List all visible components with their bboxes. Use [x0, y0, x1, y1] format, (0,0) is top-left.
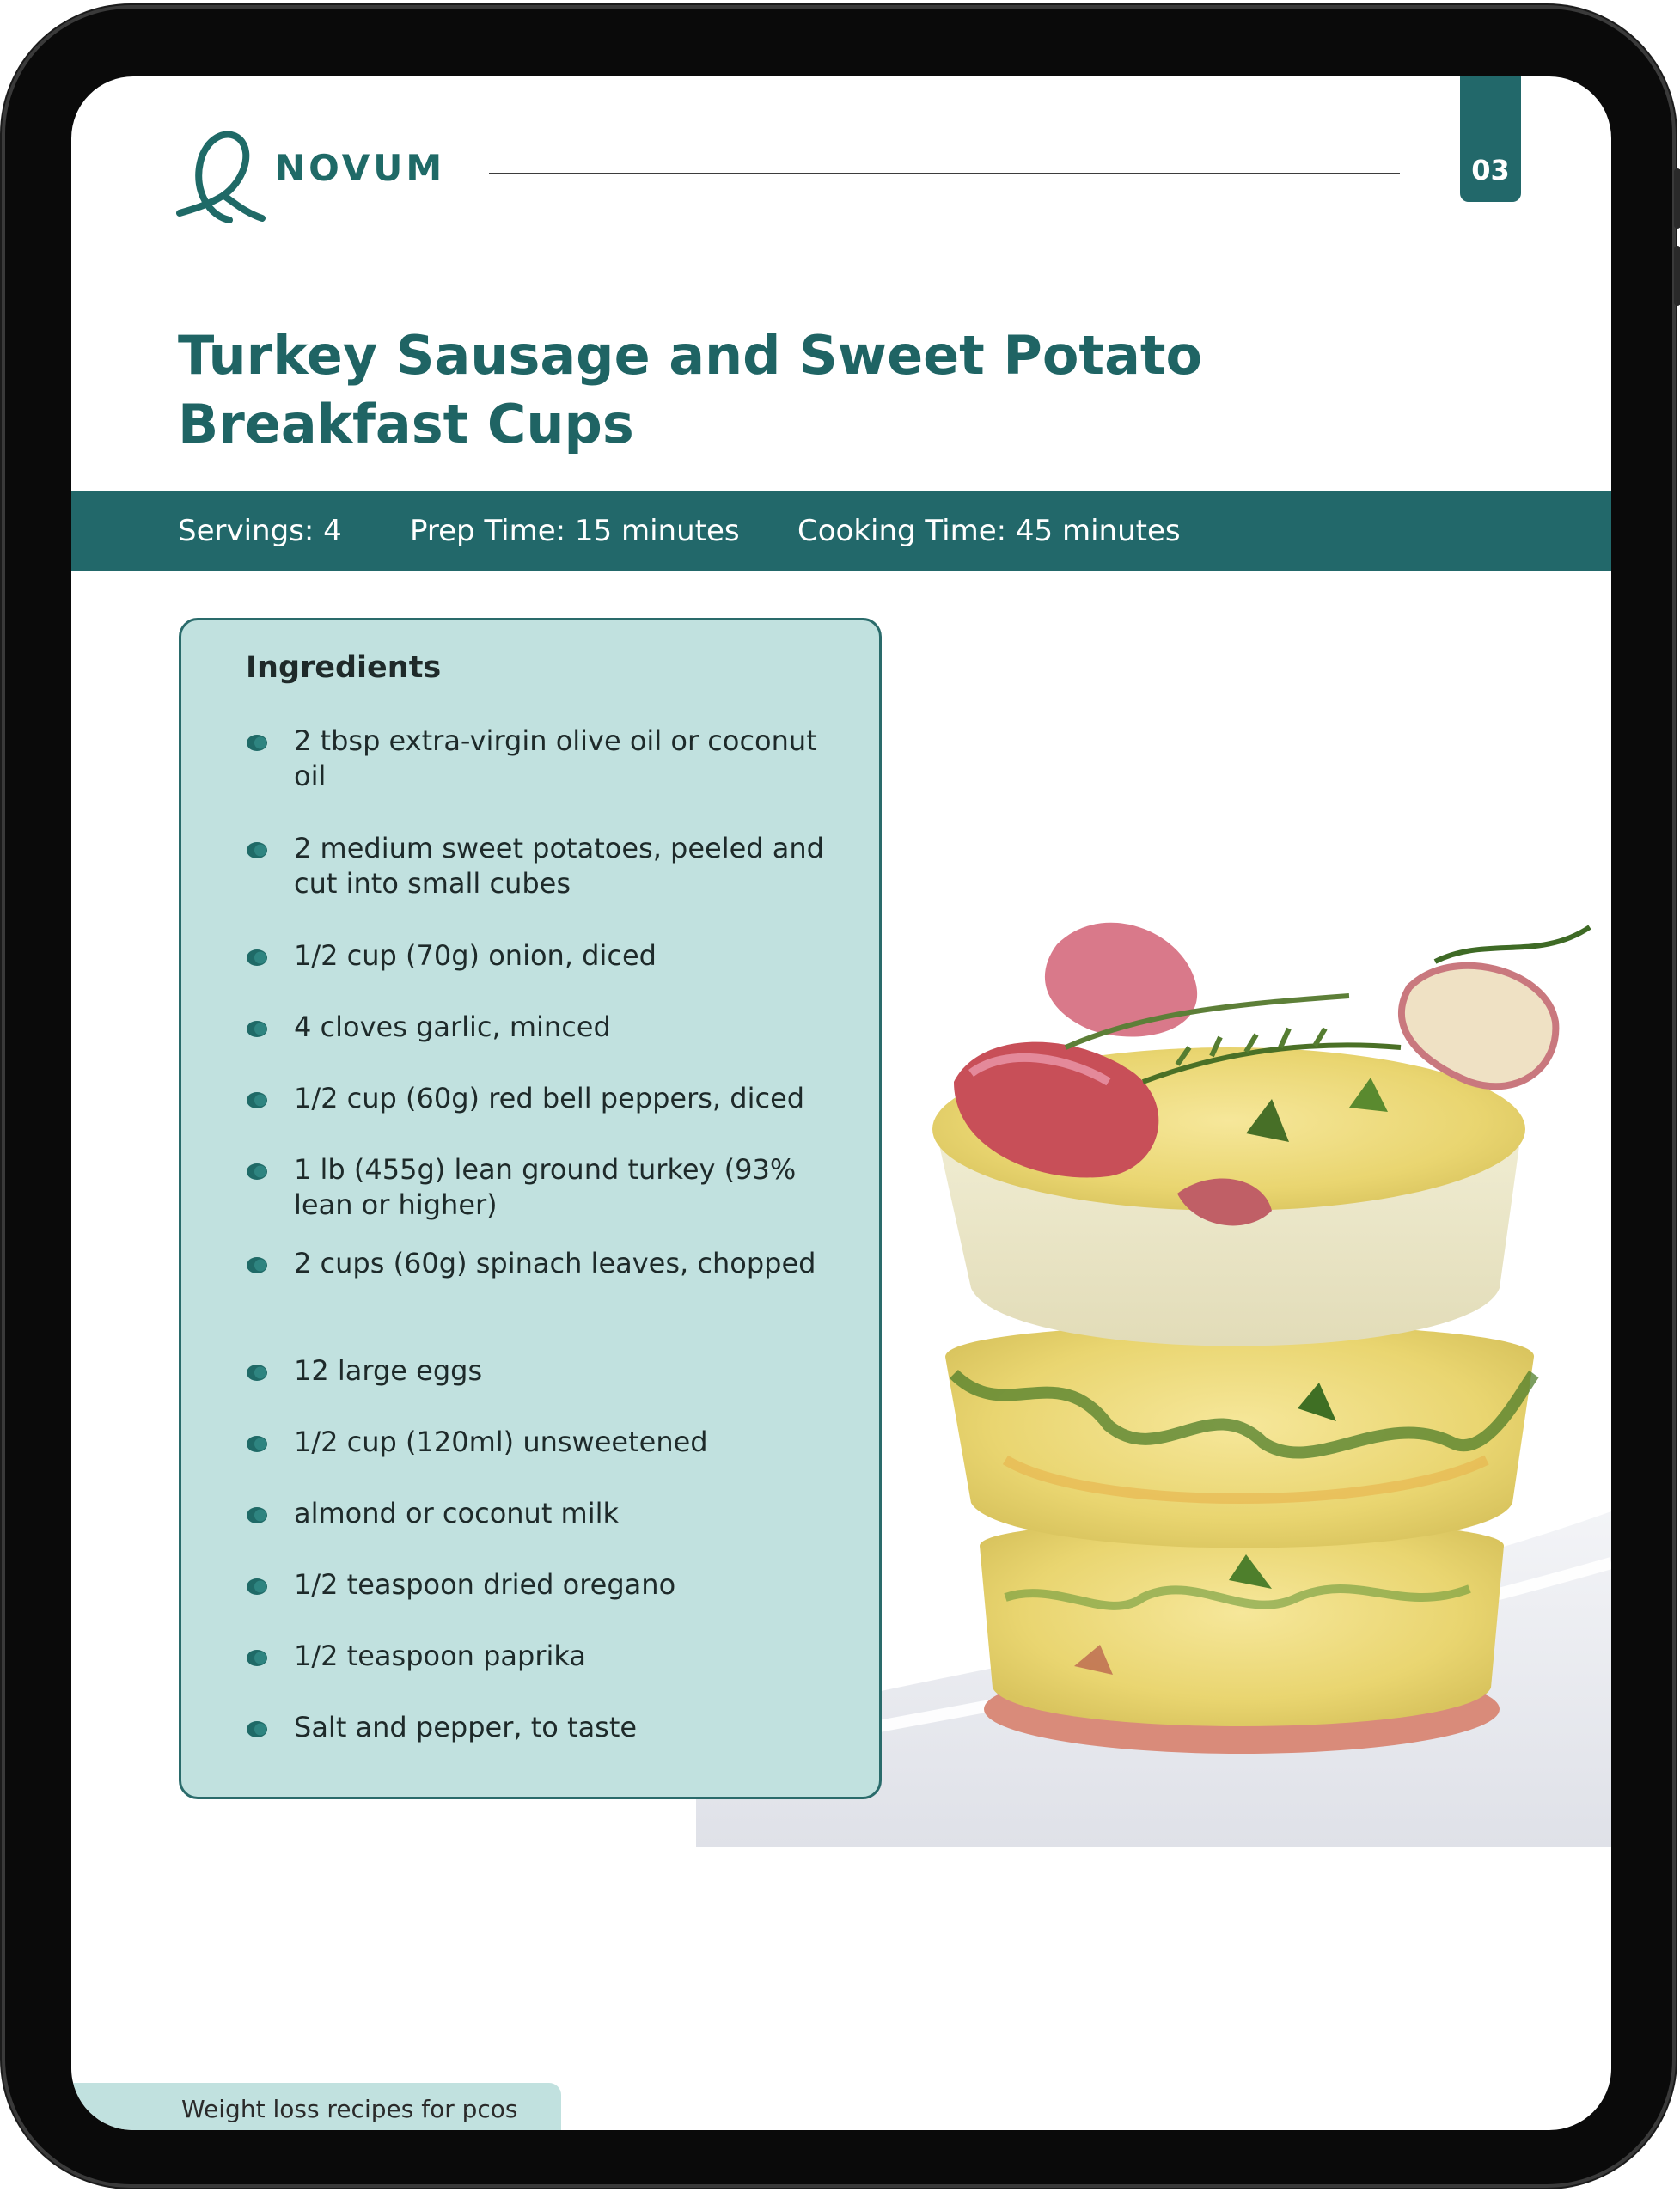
bullet-icon: [246, 1256, 268, 1274]
ingredients-heading: Ingredients: [246, 650, 442, 685]
side-button: [1674, 246, 1680, 306]
novum-logo-icon: [176, 124, 271, 223]
bullet-icon: [246, 1578, 268, 1596]
recipe-title-line: Turkey Sausage and Sweet Potato: [178, 324, 1203, 387]
page-number: 03: [1471, 154, 1510, 186]
recipe-title: [178, 321, 1295, 459]
bullet-icon: [246, 1435, 268, 1453]
ingredient-text: 1/2 cup (120ml) unsweetened: [294, 1426, 708, 1458]
bullet-icon: [246, 1364, 268, 1382]
ingredient-text: 1 lb (455g) lean ground turkey (93% lean or higher): [294, 1153, 797, 1221]
ingredient-text: Salt and pepper, to taste: [294, 1711, 638, 1743]
footer-label-tab: [71, 2083, 561, 2130]
ingredient-text: 1/2 teaspoon dried oregano: [294, 1568, 676, 1601]
bullet-icon: [246, 949, 268, 967]
ingredients-card: [179, 618, 882, 1799]
bullet-icon: [246, 1506, 268, 1524]
header-divider: [489, 173, 1400, 174]
ingredient-text: 4 cloves garlic, minced: [294, 1011, 611, 1043]
cooking-time: Cooking Time: 45 minutes: [797, 514, 1181, 548]
bullet-icon: [246, 734, 268, 752]
ingredient-text: 1/2 cup (70g) onion, diced: [294, 939, 657, 972]
screen: [71, 76, 1611, 2130]
ingredient-text: almond or coconut milk: [294, 1497, 620, 1530]
bullet-icon: [246, 1720, 268, 1738]
recipe-meta-bar: [71, 491, 1611, 571]
ingredient-text: 2 medium sweet potatoes, peeled and cut into small cubes: [294, 832, 824, 900]
ingredient-text: 1/2 cup (60g) red bell peppers, diced: [294, 1082, 805, 1114]
bullet-icon: [246, 1649, 268, 1667]
ingredient-text: 2 tbsp extra-virgin olive oil or coconut oil: [294, 724, 817, 792]
prep-time: Prep Time: 15 minutes: [410, 514, 740, 548]
recipe-title-line: Breakfast Cups: [178, 393, 634, 455]
ingredient-text: 12 large eggs: [294, 1354, 483, 1387]
tablet-frame: [2, 5, 1676, 2188]
ingredient-text: 1/2 teaspoon paprika: [294, 1639, 586, 1672]
ingredient-text: 2 cups (60g) spinach leaves, chopped: [294, 1247, 816, 1279]
bullet-icon: [246, 841, 268, 859]
footer-label: Weight loss recipes for pcos: [181, 2095, 518, 2123]
bullet-icon: [246, 1020, 268, 1038]
bullet-icon: [246, 1163, 268, 1181]
page-number-tab: [1460, 76, 1521, 202]
servings: Servings: 4: [178, 514, 342, 548]
brand-name: NOVUM: [275, 147, 446, 189]
side-button: [1674, 168, 1680, 229]
bullet-icon: [246, 1091, 268, 1109]
